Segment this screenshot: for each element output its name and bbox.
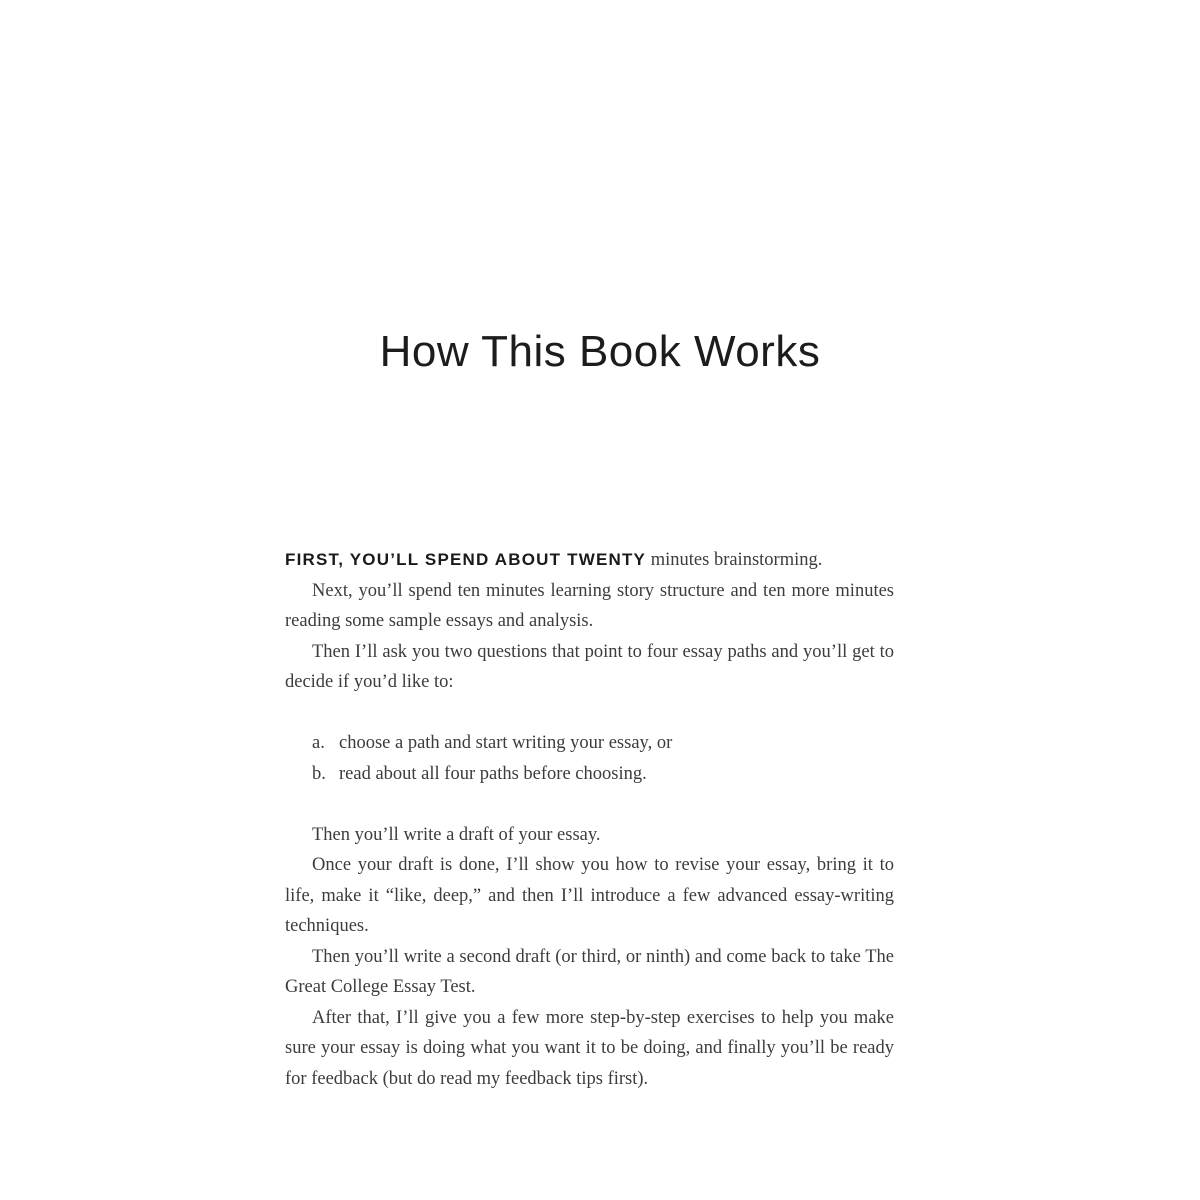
list-item (285, 728, 894, 759)
body-text (285, 545, 894, 1094)
paragraph: Then you’ll write a second draft (or third, or ninth) and come back to take The Great College Essay Test. (285, 946, 894, 997)
paragraph: Then I’ll ask you two questions that point to four essay paths and you’ll get to decide if you’d like to: (285, 641, 894, 692)
list-marker: a. (312, 733, 325, 753)
list-item (285, 759, 894, 790)
list-marker: b. (312, 763, 326, 784)
list-item-text: choose a path and start writing your essay, or (339, 733, 673, 753)
options-list (285, 728, 894, 789)
paragraph: After that, I’ll give you a few more step-by-step exercises to help you make sure your essay is doing what you want it to be doing, and finally you’ll be ready for feedback (but do read my feedback tips first). (285, 1007, 894, 1089)
page-title: How This Book Works (379, 327, 821, 376)
lead-in-rest: minutes brainstorming. (646, 550, 823, 570)
paragraph: Then you’ll write a draft of your essay. (312, 824, 601, 845)
list-item-text: read about all four paths before choosing. (339, 763, 647, 784)
paragraph: Next, you’ll spend ten minutes learning story structure and ten more minutes reading some sample essays and analysis. (285, 580, 894, 631)
opening-paragraph (285, 545, 894, 576)
lead-in-caps: FIRST, YOU’LL SPEND ABOUT TWENTY (285, 550, 647, 569)
paragraph: Once your draft is done, I’ll show you how to revise your essay, bring it to life, make it “like, deep,” and then I’ll introduce a few advanced essay-writing techniques. (285, 855, 894, 936)
